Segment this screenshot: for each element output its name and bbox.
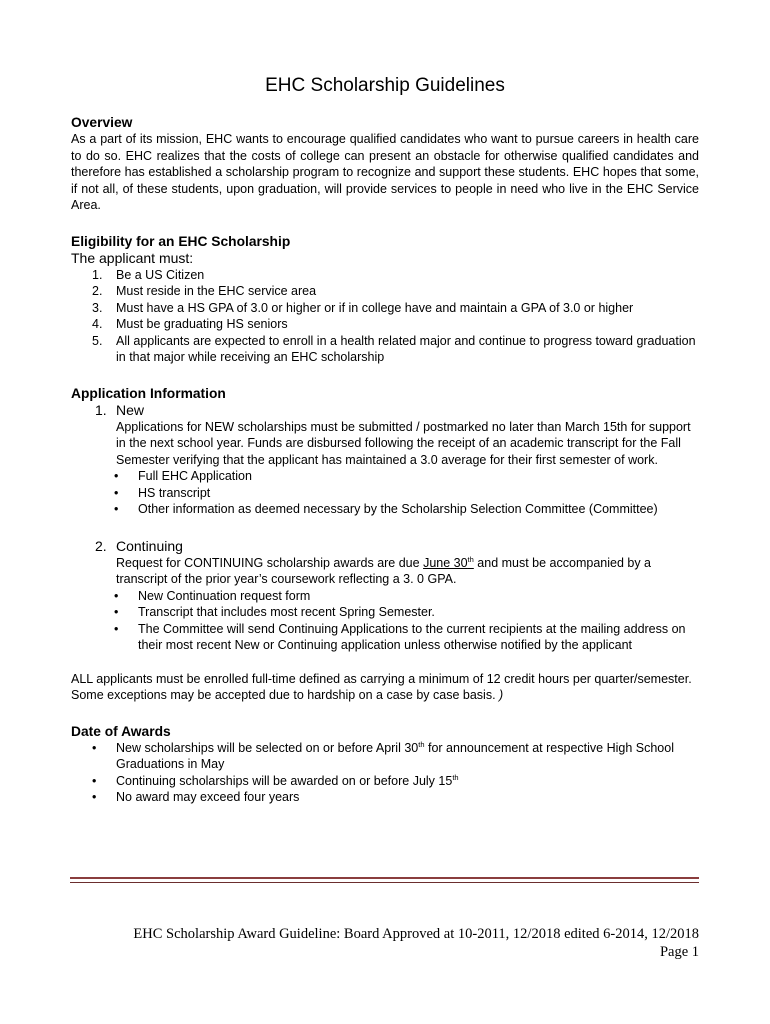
list-text: Must reside in the EHC service area [116, 284, 317, 298]
list-text: Be a US Citizen [116, 267, 205, 282]
list-item [71, 300, 699, 317]
page-footer [70, 925, 699, 961]
list-text: Continuing scholarships will be awarded on or before July 15 [116, 773, 453, 788]
bullet-icon: • [114, 502, 119, 516]
bullet-icon: • [114, 469, 119, 483]
continuing-application-block [71, 538, 699, 654]
application-heading: Application Information [71, 385, 226, 401]
list-text: New scholarships will be selected on or before April 30 [116, 740, 419, 755]
due-date-value: June 30 [423, 555, 468, 570]
list-item [71, 283, 699, 300]
list-item [71, 588, 699, 605]
continuing-text-end: and must be accompanied by a transcript of the prior year’s coursework reflecting a 3. 0 GPA. [116, 555, 652, 586]
application-section [71, 385, 699, 704]
continuing-text [116, 555, 699, 588]
date-suffix: th [418, 739, 425, 749]
eligibility-list [71, 267, 699, 366]
footer-approval-line: EHC Scholarship Award Guideline: Board Approved at 10-2011, 12/2018 edited 6-2014, 12/2018 [133, 926, 699, 942]
footer-divider-thin [70, 882, 699, 883]
footer-divider [70, 877, 699, 879]
list-number: 2. [95, 537, 107, 554]
overview-heading: Overview [71, 115, 133, 130]
list-item [71, 740, 699, 773]
bullet-icon: • [92, 790, 97, 804]
due-date-suffix: th [467, 554, 474, 564]
list-text-end: for announcement at respective High School Graduations in May [116, 740, 674, 771]
continuing-requirements-list [71, 588, 699, 654]
enrollment-note-paren: ) [499, 688, 504, 702]
page-title: EHC Scholarship Guidelines [265, 75, 505, 96]
list-number: 2. [92, 284, 103, 298]
enrollment-note [71, 671, 699, 704]
bullet-icon: • [114, 485, 119, 500]
continuing-due-date [423, 556, 474, 570]
list-number: 1. [95, 401, 107, 418]
new-text: Applications for NEW scholarships must be submitted / postmarked no later than March 15th for support in the next school year. Funds are disbursed following the receipt of an academic transcript for the Fall Semester verifying that the applicant has maintained a 3.0 average for their first semester of work. [116, 419, 691, 467]
overview-text: As a part of its mission, EHC wants to encourage qualified candidates who want to pursue careers in health care to do so. EHC realizes that the costs of college can present an obstacle for otherwise qualified candidates and therefore has established a scholarship program to recognize and support these students. EHC hopes that some, if not all, of these students, upon graduation, will provide services to people in need who live in the EHC Service Area. [71, 132, 699, 212]
list-number: 3. [92, 300, 103, 315]
list-item [71, 789, 699, 806]
list-number: 5. [92, 333, 103, 348]
list-item [71, 621, 699, 654]
bullet-icon: • [92, 740, 97, 755]
date-suffix: th [452, 772, 459, 782]
list-item [71, 267, 699, 284]
enrollment-note-text: ALL applicants must be enrolled full-time defined as carrying a minimum of 12 credit hours per quarter/semester. Some exceptions may be accepted due to hardship on a case by case basis. [71, 671, 692, 702]
continuing-text-start: Request for CONTINUING scholarship awards are due [116, 555, 424, 570]
list-text: HS transcript [138, 485, 211, 500]
document-body [71, 114, 699, 806]
list-item [71, 468, 699, 485]
list-text: Full EHC Application [138, 469, 252, 483]
bullet-icon: • [114, 621, 119, 636]
bullet-icon: • [114, 588, 119, 603]
eligibility-intro: The applicant must: [71, 249, 194, 266]
new-label: New [116, 401, 145, 418]
list-number: 1. [92, 267, 103, 282]
eligibility-section [71, 233, 699, 366]
list-text: New Continuation request form [138, 588, 311, 603]
list-number: 4. [92, 317, 103, 331]
continuing-label: Continuing [116, 537, 183, 554]
list-item [71, 773, 699, 790]
bullet-icon: • [114, 605, 119, 619]
eligibility-heading: Eligibility for an EHC Scholarship [71, 233, 291, 249]
list-text: Must be graduating HS seniors [116, 317, 288, 331]
awards-section [71, 723, 699, 806]
list-text: Other information as deemed necessary by the Scholarship Selection Committee (Committee) [138, 502, 658, 516]
bullet-icon: • [92, 773, 97, 788]
awards-heading: Date of Awards [71, 723, 171, 739]
list-item [71, 333, 699, 366]
list-text: Must have a HS GPA of 3.0 or higher or if in college have and maintain a GPA of 3.0 or higher [116, 300, 634, 315]
list-text: Transcript that includes most recent Spring Semester. [138, 605, 435, 619]
list-text: No award may exceed four years [116, 790, 300, 804]
list-item [71, 604, 699, 621]
new-requirements-list [71, 468, 699, 518]
overview-section [71, 114, 699, 214]
page-number: Page 1 [659, 944, 699, 960]
list-item [71, 316, 699, 333]
awards-list [71, 740, 699, 806]
list-item [71, 485, 699, 502]
list-item [71, 501, 699, 518]
list-text: The Committee will send Continuing Applications to the current recipients at the mailing address on their most recent New or Continuing application unless otherwise notified by the applicant [138, 621, 686, 652]
list-text: All applicants are expected to enroll in a health related major and continue to progress toward graduation in that major while receiving an EHC scholarship [116, 333, 696, 364]
new-application-block [71, 402, 699, 518]
